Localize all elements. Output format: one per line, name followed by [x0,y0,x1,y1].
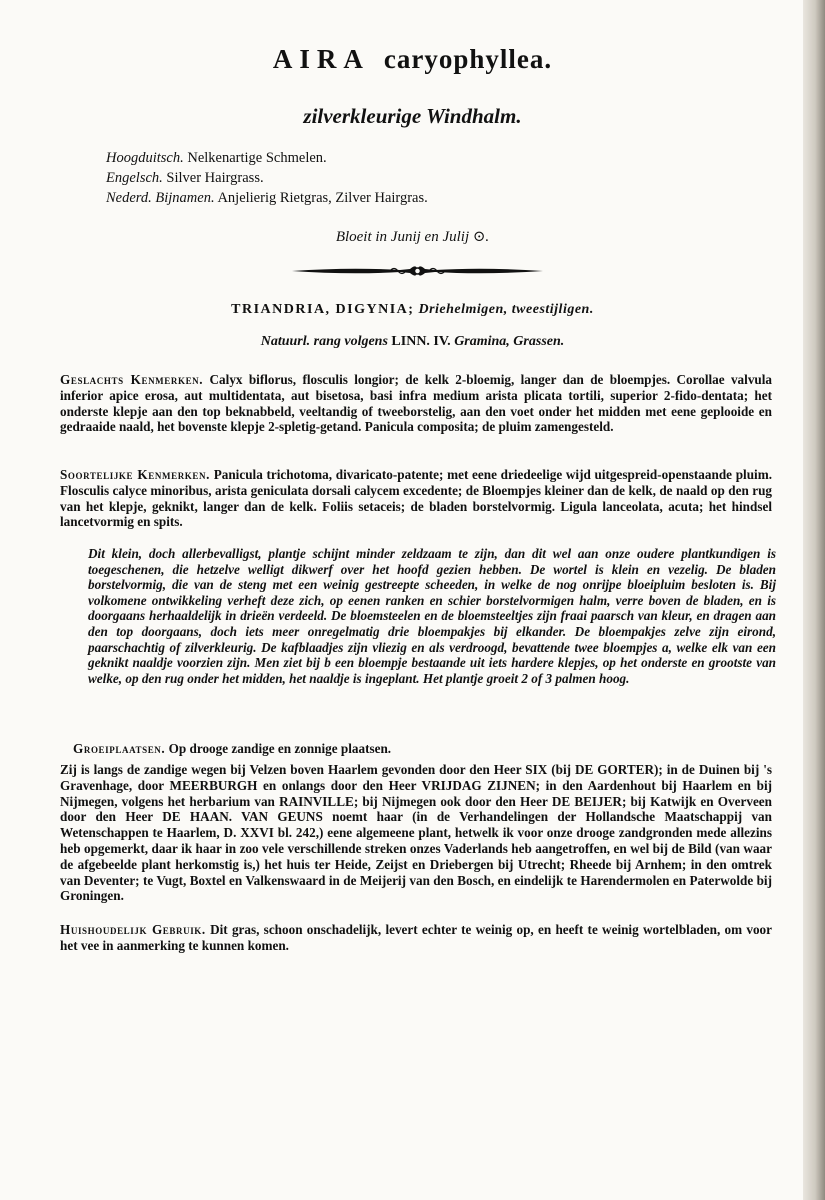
ornamental-divider-icon [290,260,545,282]
classification-dutch: Driehelmigen, tweestijligen. [418,302,594,317]
classification-class: TRIANDRIA, DIGYNIA; [231,302,415,317]
page-title [0,44,825,75]
name-value: Anjelierig Rietgras, Zilver Hairgras. [217,190,428,206]
name-label: Hoogduitsch. [106,150,184,166]
vernacular-name-german [106,148,428,168]
economic-use-heading: Huishoudelijk Gebruik. [60,922,206,937]
species-characters-heading: Soortelijke Kenmerken. [60,467,210,482]
species-characters-paragraph [60,467,772,530]
name-label: Engelsch. [106,170,163,186]
genus-characters-paragraph [60,372,772,435]
dutch-name-subtitle: zilverkleurige Windhalm. [303,104,522,128]
natural-rank [0,334,825,350]
economic-use-paragraph [60,922,772,954]
habitat-paragraph [73,741,773,757]
vernacular-name-english [106,168,428,188]
genus-characters-text: Calyx biflorus, flosculis longior; de kelk 2-bloemig, langer dan de bloempjes. Corollae valvula inferior apice erosa, aut multidentata, aut bisetosa, basi infra medium arista plicata tortili, superior 2-fido-dentata; het onderste klepje aan den top beknabbeld, veeltandig of tweeborstelig, aan den voet onder het midden met eene geplooide en gedraaide naald, het bovenste klepje 2-spletig-getand. Panicula composita; de pluim zamengesteld. [60,372,773,435]
vernacular-name-dutch-aliases [106,188,428,208]
species-characters-text: Panicula trichotoma, divaricato-patente; met eene driedeelige wijd uitgespreid-openstaande pluim. Flosculis calyce minoribus, arista geniculata dorsali calycem excedente; de Bloempjes kleiner dan de kelk, de naald op den rug van het klepje, geknikt, langer dan de kelk. Foliis setaceis; de bladen borstelvormig. Ligula lanceolata, acuta; het hindsel lancetvormig en spits. [60,467,772,530]
flowering-period: Bloeit in Junij en Julij ⊙. [335,229,490,245]
book-spine-edge [803,0,825,1200]
vernacular-names-list [106,148,428,208]
title-species: caryophyllea. [383,44,553,74]
genus-characters-heading: Geslachts Kenmerken. [60,372,204,387]
title-genus: AIRA [272,44,370,74]
habitat-text: Op drooge zandige en zonnige plaatsen. [168,741,392,756]
name-label: Nederd. Bijnamen. [106,190,215,206]
linnaean-classification [0,302,825,318]
economic-use-text: Dit gras, schoon onschadelijk, levert echter te weinig op, en heeft te weinig wortelbladen, om voor het vee in aanmerking te kunnen komen. [60,922,773,953]
habitat-heading: Groeiplaatsen. [73,741,166,756]
name-value: Nelkenartige Schmelen. [187,150,327,166]
rank-linn: LINN. IV. [391,334,451,349]
rank-prefix: Natuurl. rang volgens [260,334,388,349]
localities-paragraph: Zij is langs de zandige wegen bij Velzen boven Haarlem gevonden door den Heer SIX (bij DE GORTER); in de Duinen bij 's Gravenhage, door MEERBURGH en onlangs door den Heer VRIJDAG ZIJNEN; in den Aardenhout bij Haarlem en bij Nijmegen, volgens het herbarium van RAINVILLE; bij Nijmegen ook door den Heer DE BEIJER; bij Katwijk en Overveen door den Heer DE HAAN. VAN GEUNS noemt haar (in de Verhandelingen der Hollandsche Maatschappij van Wetenschappen te Haarlem, D. XXVI bl. 242,) eene algemeene plant, hetwelk ik voor onze drooge zandgronden mede allezins heb opgemerkt, daar ik haar in zoo vele verschillende streken onzes Vaderlands heb aangetroffen, en wel bij de Bild (van waar de afgebeelde plant herkomstig is,) het huis ter Heide, Zeijst en Driebergen bij Utrecht; Rheede bij Arnhem; in den omtrek van Deventer; te Vugt, Boxtel en Valkenswaard in de Meijerij van den Bosch, en eindelijk te Harendermolen en Paterwolde bij Groningen. [60,762,772,904]
description-paragraph: Dit klein, doch allerbevalligst, plantje schijnt minder zeldzaam te zijn, dan dit wel aan onze oudere plantkundigen is toegeschenen, die hetzelve welligt dikwerf over het hoofd gezien hebben. De wortel is klein en vezelig. De bladen borstelvormig, die van de steng met een weinig gestreepte scheeden, in welke de nog onrijpe bloeipluim besloten is. Bij volkomene ontwikkeling verheft deze zich, op eenen ranken en schier borstelvormigen halm, verre boven de bladen, en is doorgaans herhaaldelijk in drieën verdeeld. De bloemsteelen en de bloemsteeltjes zijn fraai paarsch van kleur, en dragen aan den top doorgaans, doch iets meer onregelmatig drie bloempakjes bij elkander. De bloempakjes zelve zijn eirond, paarschachtig of zilverkleurig. De kafblaadjes zijn vliezig en als verdroogd, bevattende twee bloempjes a, welke elk van een geknikt naaldje voorzien zijn. Men ziet bij b een bloempje bestaande uit iets hardere klepjes, op het onderste en grootste van welke, op den rug onder het midden, het naaldje is ingeplant. Het plantje groeit 2 of 3 palmen hoog. [88,546,776,686]
name-value: Silver Hairgrass. [166,170,264,186]
rank-suffix: Gramina, Grassen. [454,334,565,349]
